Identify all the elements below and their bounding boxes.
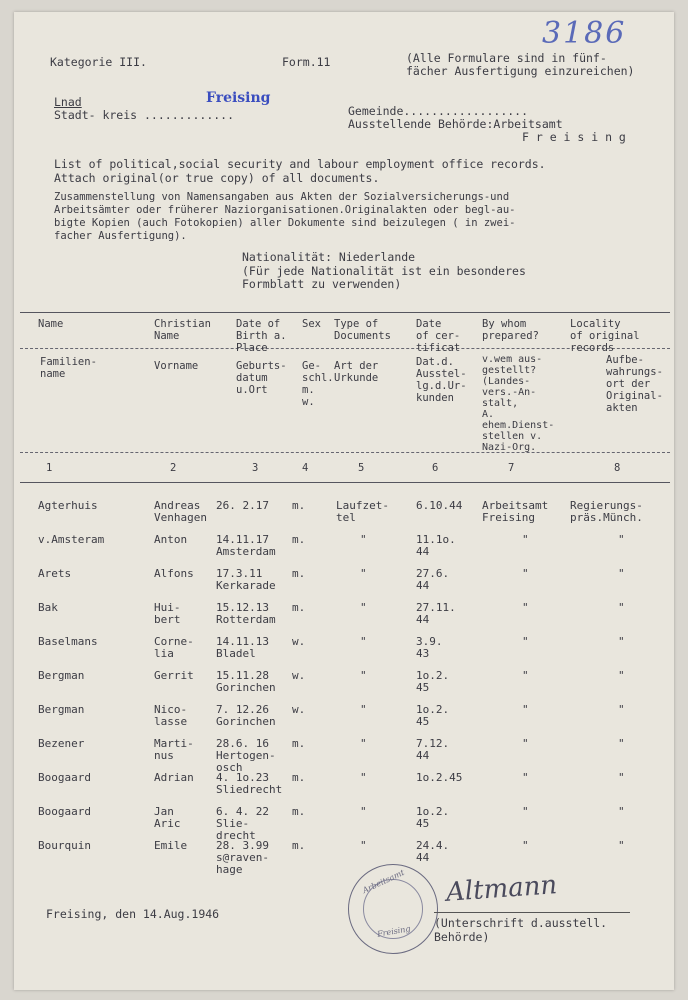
cell-document-type: " [360,533,367,546]
nationality: Nationalität: Niederlande [242,250,416,264]
german-intro-line3: bigte Kopien (auch Fotokopien) aller Dokumente sind beizulegen ( in zwei- [54,217,516,229]
cell-vorname: Emile [154,839,188,852]
cell-sex: w. [292,635,306,648]
instruction-line2: fächer Ausfertigung einzureichen) [406,64,635,78]
cell-prepared-by: " [522,771,529,784]
cell-sex: m. [292,737,306,750]
signature: Altmann [445,870,559,908]
cell-prepared-by: " [522,839,529,852]
cell-birth: 28.6. 16 Hertogen- osch [216,737,276,774]
cell-vorname: Andreas Venhagen [154,499,207,524]
cell-document-type: " [360,805,367,818]
cell-birth: 15.11.28 Gorinchen [216,669,276,694]
cell-sex: m. [292,771,306,784]
cell-certificate-date: 7.12. 44 [416,737,450,762]
english-intro-line1: List of political,social security and labour employment office records. [54,157,546,171]
cell-sex: w. [292,703,306,716]
cell-record-locality: " [618,805,625,818]
cell-prepared-by: " [522,703,529,716]
signature-label-line2: Behörde) [434,930,490,944]
col-header-date-of-certificat: Date of cer- tificat [416,318,461,354]
cell-familienname: Boogaard [38,805,91,818]
instruction-line1: (Alle Formulare sind in fünf- [406,51,607,65]
cell-certificate-date: 11.1o. 44 [416,533,456,558]
cell-certificate-date: 1o.2. 45 [416,805,450,830]
cell-certificate-date: 1o.2. 45 [416,669,450,694]
cell-record-locality: " [618,635,625,648]
german-intro-line2: Arbeitsämter oder früherer Naziorganisationen.Originalakten oder begl-au- [54,204,516,216]
land-label: Lnad [54,95,82,109]
cell-vorname: Nico- lasse [154,703,188,728]
cell-birth: 14.11.13 Bladel [216,635,269,660]
cell-familienname: Bezener [38,737,85,750]
cell-birth: 6. 4. 22 Slie- drecht [216,805,269,842]
cell-familienname: Boogaard [38,771,91,784]
col-header-geburtsdatum: Geburts- datum u.Ort [236,360,287,396]
col-number-1: 1 [46,462,53,474]
signature-underline [434,912,630,913]
cell-prepared-by: " [522,669,529,682]
cell-birth: 26. 2.17 [216,499,269,512]
col-header-von-wem: v.wem aus- gestellt? (Landes- vers.-An- stalt, A. ehem.Dienst- stellen v. Nazi-Org. [482,354,555,453]
cell-prepared-by: " [522,601,529,614]
cell-familienname: Bergman [38,669,85,682]
col-header-familienname: Familien- name [40,356,97,380]
cell-document-type: " [360,601,367,614]
cell-certificate-date: 6.10.44 [416,499,463,512]
behoerde-label: Ausstellende Behörde:Arbeitsamt [348,117,563,131]
cell-familienname: Baselmans [38,635,98,648]
cell-sex: m. [292,839,306,852]
cell-record-locality: Regierungs- präs.Münch. [570,499,643,524]
cell-certificate-date: 1o.2. 45 [416,703,450,728]
english-intro-line2: Attach original(or true copy) of all documents. [54,171,380,185]
col-number-3: 3 [252,462,259,474]
col-header-name: Name [38,318,64,330]
col-number-8: 8 [614,462,621,474]
col-number-4: 4 [302,462,309,474]
col-number-6: 6 [432,462,439,474]
col-header-aufbewahrungsort: Aufbe- wahrungs- ort der Original- akten [606,354,663,414]
cell-record-locality: " [618,567,625,580]
cell-vorname: Marti- nus [154,737,194,762]
col-number-5: 5 [358,462,365,474]
cell-familienname: Agterhuis [38,499,98,512]
seal-text-bottom: Freising [376,924,412,939]
cell-document-type: " [360,737,367,750]
cell-document-type: " [360,839,367,852]
document-sheet [14,12,674,990]
col-header-geschlecht: Ge- schl. m. w. [302,360,334,408]
cell-vorname: Adrian [154,771,194,784]
cell-prepared-by: " [522,635,529,648]
cell-prepared-by: " [522,533,529,546]
cell-sex: m. [292,805,306,818]
cell-vorname: Hui- bert [154,601,181,626]
german-intro-line4: facher Ausfertigung). [54,230,187,242]
body-top-rule [20,482,670,483]
kategorie-label: Kategorie III. [50,55,147,69]
cell-document-type: " [360,771,367,784]
col-header-dat-ausstellung: Dat.d. Ausstel- lg.d.Ur- kunden [416,356,467,404]
table-top-rule [20,312,670,313]
cell-familienname: Bergman [38,703,85,716]
col-header-by-whom: By whom prepared? [482,318,539,342]
cell-vorname: Corne- lia [154,635,194,660]
cell-familienname: Bourquin [38,839,91,852]
cell-birth: 14.11.17 Amsterdam [216,533,276,558]
cell-birth: 28. 3.99 s@raven- hage [216,839,269,876]
cell-record-locality: " [618,601,625,614]
cell-document-type: " [360,669,367,682]
cell-birth: 7. 12.26 Gorinchen [216,703,276,728]
cell-record-locality: " [618,839,625,852]
seal-text-top: Arbeitsamt [361,867,406,896]
cell-certificate-date: 1o.2.45 [416,771,463,784]
cell-record-locality: " [618,703,625,716]
col-number-2: 2 [170,462,177,474]
col-header-type-of-documents: Type of Documents [334,318,391,342]
cell-prepared-by: " [522,805,529,818]
place-and-date: Freising, den 14.Aug.1946 [46,907,220,921]
cell-certificate-date: 27.6. 44 [416,567,450,592]
cell-prepared-by: " [522,737,529,750]
office-seal [348,864,438,954]
cell-vorname: Gerrit [154,669,194,682]
cell-document-type: " [360,567,367,580]
cell-sex: m. [292,601,306,614]
col-header-art-der-urkunde: Art der Urkunde [334,360,379,384]
col-header-vorname: Vorname [154,360,199,372]
number-dash-rule [20,452,670,453]
form-number: Form.11 [282,55,331,69]
cell-familienname: Arets [38,567,72,580]
cell-birth: 17.3.11 Kerkarade [216,567,276,592]
cell-certificate-date: 3.9. 43 [416,635,443,660]
cell-vorname: Jan Aric [154,805,181,830]
cell-familienname: Bak [38,601,58,614]
cell-vorname: Anton [154,533,188,546]
cell-record-locality: " [618,669,625,682]
col-header-sex: Sex [302,318,321,330]
cell-document-type: Laufzet- tel [336,499,389,524]
cell-sex: m. [292,567,306,580]
col-header-christian-name: Christian Name [154,318,211,342]
cell-record-locality: " [618,737,625,750]
german-intro-line1: Zusammenstellung von Namensangaben aus Akten der Sozialversicherungs-und [54,191,510,203]
stadt-kreis-label: Stadt- kreis ............. [54,108,235,122]
nationality-note-line2: Formblatt zu verwenden) [242,277,402,291]
cell-prepared-by: " [522,567,529,580]
gemeinde-label: Gemeinde.................. [348,104,529,118]
kreis-stamp: Freising [206,90,271,106]
behoerde-value: F r e i s i n g [522,130,626,144]
col-number-7: 7 [508,462,515,474]
cell-sex: m. [292,533,306,546]
col-header-date-of-birth: Date of Birth a. Place [236,318,287,354]
cell-vorname: Alfons [154,567,194,580]
signature-label-line1: (Unterschrift d.ausstell. [434,916,608,930]
cell-birth: 15.12.13 Rotterdam [216,601,276,626]
archive-number: 3186 [542,16,627,51]
cell-document-type: " [360,703,367,716]
cell-familienname: v.Amsteram [38,533,105,546]
cell-certificate-date: 24.4. 44 [416,839,450,864]
cell-prepared-by: Arbeitsamt Freising [482,499,549,524]
col-header-locality: Locality of original records [570,318,640,354]
cell-birth: 4. 1o.23 Sliedrecht [216,771,283,796]
cell-sex: w. [292,669,306,682]
cell-sex: m. [292,499,306,512]
cell-record-locality: " [618,533,625,546]
cell-certificate-date: 27.11. 44 [416,601,456,626]
cell-document-type: " [360,635,367,648]
nationality-note-line1: (Für jede Nationalität ist ein besonderes [242,264,526,278]
cell-record-locality: " [618,771,625,784]
